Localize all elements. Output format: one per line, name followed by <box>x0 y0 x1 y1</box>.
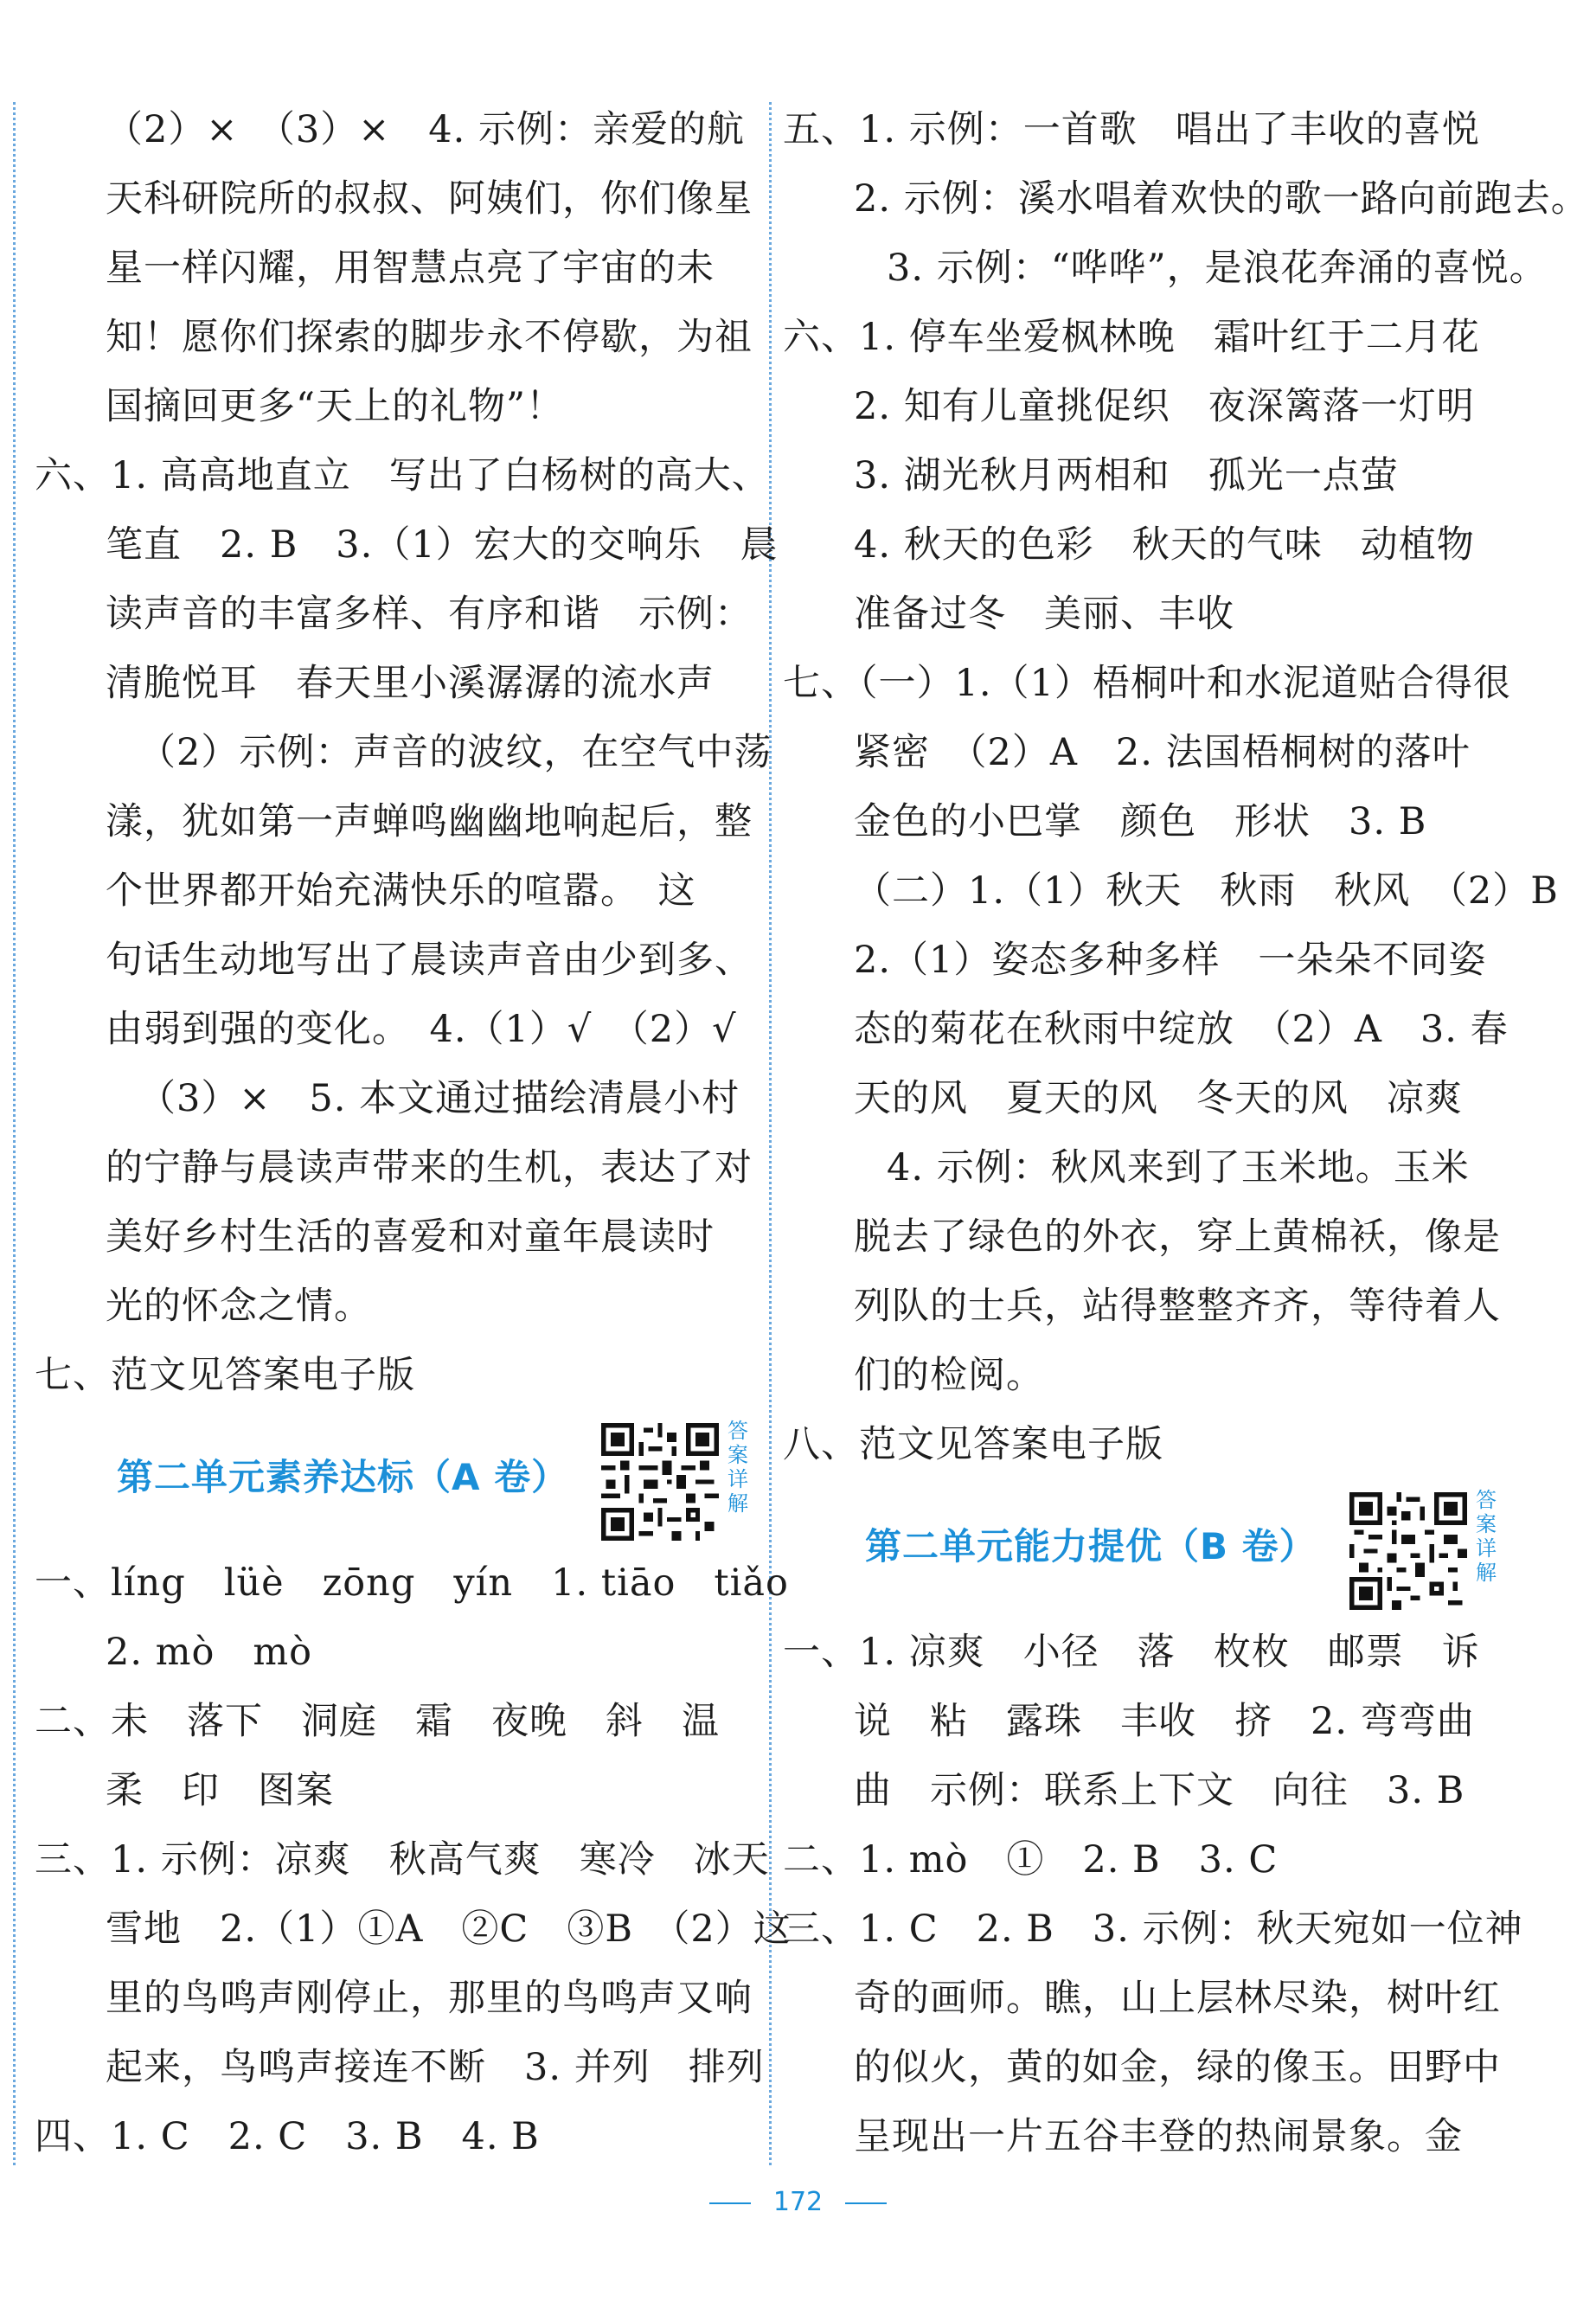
qr-label: 答案详解 <box>727 1419 748 1516</box>
text-line: 里的鸟鸣声刚停止，那里的鸟鸣声又响 <box>106 1977 753 2020</box>
text-line: 八、范文见答案电子版 <box>783 1423 1163 1466</box>
qr-code-icon[interactable] <box>1349 1492 1467 1610</box>
text-line: 三、1. C 2. B 3. 示例：秋天宛如一位神 <box>783 1907 1523 1951</box>
text-line: 准备过冬 美丽、丰收 <box>854 593 1234 636</box>
text-line: 柔 印 图案 <box>106 1769 334 1812</box>
text-line: 六、1. 高高地直立 写出了白杨树的高大、 <box>35 454 770 497</box>
text-line: 句话生动地写出了晨读声音由少到多、 <box>106 939 753 982</box>
left-margin-dotted-line <box>13 102 16 2165</box>
text-line: 一、1. 凉爽 小径 落 枚枚 邮票 诉 <box>783 1631 1480 1674</box>
text-line: 天科研院所的叔叔、阿姨们，你们像星 <box>106 177 753 221</box>
text-line: 2. 示例：溪水唱着欢快的歌一路向前跑去。 <box>854 177 1589 221</box>
text-line: 说 粘 露珠 丰收 挤 2. 弯弯曲 <box>854 1700 1475 1743</box>
text-line: 知！愿你们探索的脚步永不停歇，为祖 <box>106 316 753 359</box>
text-line: 态的菊花在秋雨中绽放 （2）A 3. 春 <box>854 1008 1509 1051</box>
text-line: 4. 秋天的色彩 秋天的气味 动植物 <box>854 523 1475 567</box>
text-line: 2. mò mò <box>106 1631 313 1674</box>
text-line: 的似火，黄的如金，绿的像玉。田野中 <box>854 2046 1501 2089</box>
footer-dash-right <box>845 2202 887 2204</box>
text-line: 星一样闪耀，用智慧点亮了宇宙的未 <box>106 247 715 290</box>
text-line: 紧密 （2）A 2. 法国梧桐树的落叶 <box>854 731 1471 774</box>
text-line: 列队的士兵，站得整整齐齐，等待着人 <box>854 1285 1501 1328</box>
text-line: 五、1. 示例：一首歌 唱出了丰收的喜悦 <box>783 108 1480 151</box>
footer-dash-left <box>709 2202 751 2204</box>
text-line: 七、（一）1.（1）梧桐叶和水泥道贴合得很 <box>783 662 1511 705</box>
text-line: 二、未 落下 洞庭 霜 夜晚 斜 温 <box>35 1700 720 1743</box>
section-title-a: 第二单元素养达标（A 卷） <box>117 1456 569 1498</box>
text-line: 四、1. C 2. C 3. B 4. B <box>35 2115 540 2158</box>
text-line: 国摘回更多“天上的礼物”！ <box>106 385 564 428</box>
text-line: 清脆悦耳 春天里小溪潺潺的流水声 <box>106 662 715 705</box>
text-line: 2. 知有儿童挑促织 夜深篱落一灯明 <box>854 385 1475 428</box>
text-line: 由弱到强的变化。 4.（1）√ （2）√ <box>106 1008 737 1051</box>
text-line: （2）× （3）× 4. 示例：亲爱的航 <box>106 108 745 151</box>
text-line: 雪地 2.（1）①A ②C ③B （2）这 <box>106 1907 792 1951</box>
text-line: 奇的画师。瞧，山上层林尽染，树叶红 <box>854 1977 1501 2020</box>
text-line: 漾，犹如第一声蝉鸣幽幽地响起后，整 <box>106 800 753 843</box>
text-line: 读声音的丰富多样、有序和谐 示例： <box>106 593 753 636</box>
text-line: 金色的小巴掌 颜色 形状 3. B <box>854 800 1427 843</box>
text-line: 曲 示例：联系上下文 向往 3. B <box>854 1769 1465 1812</box>
text-line: 呈现出一片五谷丰登的热闹景象。金 <box>854 2115 1463 2158</box>
text-line: 一、líng lüè zōng yín 1. tiāo tiǎo <box>35 1561 789 1605</box>
page-footer <box>0 2187 1596 2217</box>
text-line: 个世界都开始充满快乐的喧嚣。 这 <box>106 869 696 913</box>
qr-code-icon[interactable] <box>601 1423 719 1541</box>
text-line: 的宁静与晨读声带来的生机，表达了对 <box>106 1146 753 1189</box>
text-line: 脱去了绿色的外衣，穿上黄棉袄，像是 <box>854 1215 1501 1259</box>
text-line: 4. 示例：秋风来到了玉米地。玉米 <box>887 1146 1470 1189</box>
page-number: 172 <box>772 2187 824 2217</box>
text-line: 笔直 2. B 3.（1）宏大的交响乐 晨 <box>106 523 779 567</box>
text-line: 3. 湖光秋月两相和 孤光一点萤 <box>854 454 1399 497</box>
text-line: 美好乡村生活的喜爱和对童年晨读时 <box>106 1215 715 1259</box>
text-line: （二）1.（1）秋天 秋雨 秋风 （2）B <box>854 869 1559 913</box>
section-title-b: 第二单元能力提优（B 卷） <box>865 1525 1317 1568</box>
text-line: （2）示例：声音的波纹，在空气中荡 <box>138 731 772 774</box>
text-line: 3. 示例：“哗哗”，是浪花奔涌的喜悦。 <box>887 247 1548 290</box>
text-line: 二、1. mò ① 2. B 3. C <box>783 1838 1279 1882</box>
qr-label: 答案详解 <box>1476 1488 1497 1585</box>
text-line: 们的检阅。 <box>854 1354 1044 1397</box>
text-line: 七、范文见答案电子版 <box>35 1354 415 1397</box>
text-line: 光的怀念之情。 <box>106 1285 372 1328</box>
text-line: 起来，鸟鸣声接连不断 3. 并列 排列 <box>106 2046 765 2089</box>
text-line: （3）× 5. 本文通过描绘清晨小村 <box>138 1077 740 1120</box>
text-line: 2.（1）姿态多种多样 一朵朵不同姿 <box>854 939 1487 982</box>
text-line: 三、1. 示例：凉爽 秋高气爽 寒冷 冰天 <box>35 1838 770 1882</box>
text-line: 六、1. 停车坐爱枫林晚 霜叶红于二月花 <box>783 316 1480 359</box>
text-line: 天的风 夏天的风 冬天的风 凉爽 <box>854 1077 1463 1120</box>
